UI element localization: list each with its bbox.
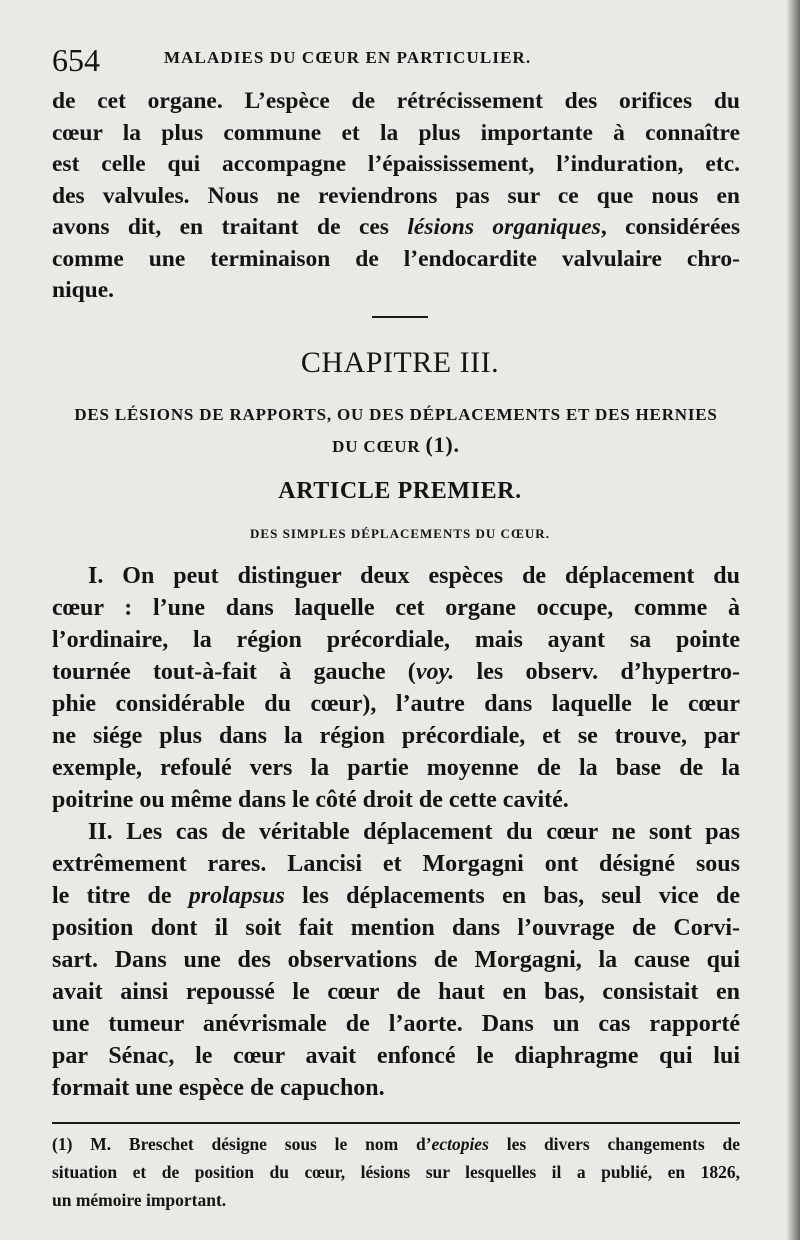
- text-line: cœur la plus commune et la plus importante à connaître: [52, 119, 740, 146]
- text-line: par Sénac, le cœur avait enfoncé le diaphragme qui lui: [52, 1043, 740, 1069]
- text-line: extrêmement rares. Lancisi et Morgagni ont désigné sous: [52, 851, 740, 877]
- text-line: le titre de prolapsus les déplacements en bas, seul vice de: [52, 883, 740, 909]
- chapter-subtitle: [52, 400, 740, 462]
- text-line: cœur : l’une dans laquelle cet organe occupe, comme à: [52, 595, 740, 621]
- text-line: position dont il soit fait mention dans l’ouvrage de Corvi-: [52, 915, 740, 941]
- intro-paragraph: [52, 86, 740, 307]
- text-line: comme une terminaison de l’endocardite valvulaire chro-: [52, 245, 740, 272]
- text-line: poitrine ou même dans le côté droit de cette cavité.: [52, 787, 569, 813]
- footnote-line: situation et de position du cœur, lésions sur lesquelles il a publié, en 1826,: [52, 1162, 740, 1182]
- running-title: MALADIES DU CŒUR EN PARTICULIER.: [164, 48, 532, 67]
- footnote-line: un mémoire important.: [52, 1190, 227, 1210]
- text-line: sart. Dans une des observations de Morgagni, la cause qui: [52, 947, 740, 973]
- chapter-subtitle-line-1: DES LÉSIONS DE RAPPORTS, OU DES DÉPLACEMENTS ET DES HERNIES: [74, 405, 718, 424]
- chapter-heading: CHAPITRE III.: [300, 346, 500, 379]
- text-line: des valvules. Nous ne reviendrons pas sur ce que nous en: [52, 182, 740, 209]
- text-line: tournée tout-à-fait à gauche (voy. les observ. d’hypertro-: [52, 659, 741, 685]
- footnote: [52, 1130, 740, 1214]
- chapter-subtitle-text: DU CŒUR: [332, 437, 421, 456]
- text-line: ne siége plus dans la région précordiale, et se trouve, par: [52, 723, 740, 749]
- body-text: [52, 560, 740, 1104]
- text-line: avons dit, en traitant de ces lésions organiques, considérées: [52, 214, 740, 240]
- text-line: une tumeur anévrismale de l’aorte. Dans un cas rapporté: [52, 1011, 740, 1037]
- running-head: [52, 40, 742, 80]
- text-line: II. Les cas de véritable déplacement du cœur ne sont pas: [88, 819, 740, 845]
- chapter-subtitle-line-2: [52, 430, 740, 462]
- page-number: 654: [52, 42, 100, 78]
- article-subtitle: DES SIMPLES DÉPLACEMENTS DU CŒUR.: [250, 526, 550, 541]
- text-line: phie considérable du cœur), l’autre dans laquelle le cœur: [52, 691, 740, 717]
- page-binding-shadow: [786, 0, 800, 1240]
- text-line: l’ordinaire, la région précordiale, mais ayant sa pointe: [52, 627, 740, 653]
- footnote-divider: [52, 1122, 740, 1124]
- text-line: exemple, refoulé vers la partie moyenne de la base de la: [52, 755, 740, 781]
- footnote-reference[interactable]: (1).: [425, 432, 460, 457]
- section-divider: [372, 316, 428, 318]
- text-line: formait une espèce de capuchon.: [52, 1075, 385, 1101]
- text-line: avait ainsi repoussé le cœur de haut en bas, consistait en: [52, 979, 740, 1005]
- text-line: I. On peut distinguer deux espèces de déplacement du: [88, 563, 740, 589]
- text-line: nique.: [52, 277, 115, 303]
- text-line: est celle qui accompagne l’épaississement, l’induration, etc.: [52, 151, 740, 177]
- article-heading: ARTICLE PREMIER.: [278, 478, 522, 504]
- text-line: de cet organe. L’espèce de rétrécissement des orifices du: [52, 88, 740, 114]
- footnote-line: (1) M. Breschet désigne sous le nom d’ectopies les divers changements de: [52, 1134, 740, 1154]
